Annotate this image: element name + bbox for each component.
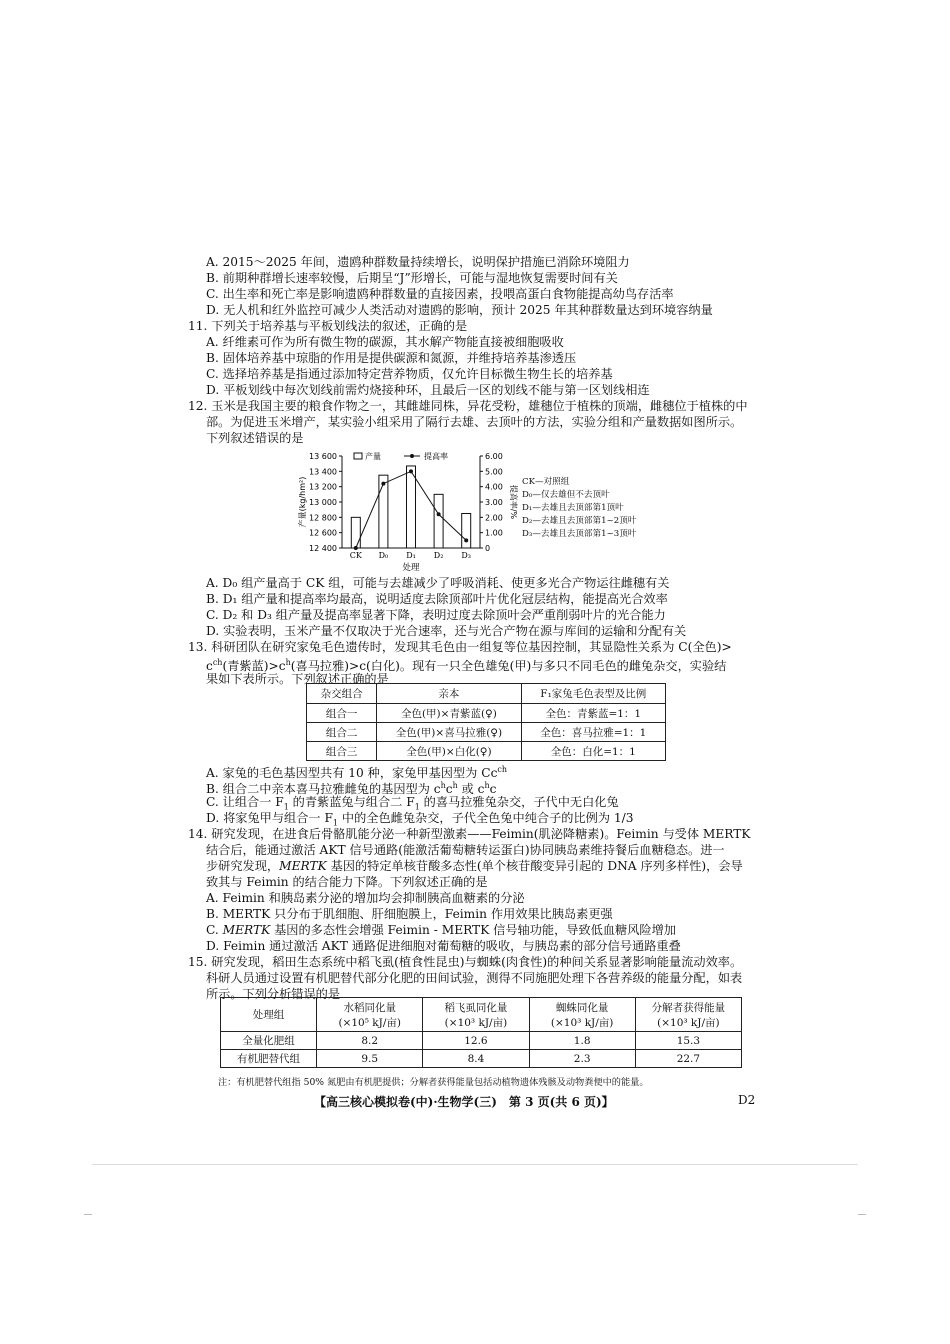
energy-table-header-unit: (×10³ kJ/亩) bbox=[444, 1016, 508, 1029]
q12-option-d: D. 实验表明，玉米产量不仅取决于光合速率，还与光合产物在源与库间的运输和分配有关 bbox=[206, 624, 687, 638]
rate-point bbox=[409, 469, 413, 473]
q14-stem-line4: 致其与 Feimin 的结合能力下降。下列叙述正确的是 bbox=[206, 875, 488, 889]
cross-table-cell: 全色(甲)×青紫蓝(♀) bbox=[377, 704, 521, 723]
left-axis-label: 产量(kg/hm²) bbox=[298, 476, 307, 528]
energy-table-cell: 8.2 bbox=[317, 1032, 423, 1050]
right-axis-tick-label: 0 bbox=[485, 544, 491, 553]
left-axis-tick-label: 12 400 bbox=[309, 544, 337, 553]
cross-table bbox=[306, 683, 666, 761]
q13-stem-line2-a: c bbox=[206, 659, 213, 674]
right-axis-label: 提高率/% bbox=[509, 484, 518, 520]
yield-bar bbox=[462, 514, 471, 549]
q11-option-a: A. 纤维素可作为所有微生物的碳源，其水解产物能直接被细胞吸收 bbox=[206, 335, 564, 349]
legend-bar-swatch bbox=[354, 453, 362, 459]
q13-stem-line2-c: (喜马拉雅)>c(白化)。现有一只全色雄兔(甲)与多只不同毛色的雌兔杂交，实验结 bbox=[290, 659, 727, 674]
energy-table-cell: 全量化肥组 bbox=[221, 1032, 317, 1050]
q11-stem: 11. 下列关于培养基与平板划线法的叙述，正确的是 bbox=[188, 319, 468, 333]
right-axis-tick-label: 1.00 bbox=[485, 528, 503, 538]
q13-stem-line2-b: (青紫蓝)>c bbox=[222, 659, 286, 674]
rate-point bbox=[354, 546, 358, 550]
cross-table-header-cell: F₁家兔毛色表型及比例 bbox=[521, 684, 665, 704]
energy-table-cell: 8.4 bbox=[423, 1050, 529, 1068]
q13-option-b-sup1: h bbox=[440, 781, 446, 790]
yield-bar bbox=[379, 475, 388, 548]
right-axis-tick-label: 6.00 bbox=[485, 452, 503, 461]
q12-stem-line3: 下列叙述错误的是 bbox=[206, 431, 304, 445]
cross-table-cell: 组合一 bbox=[307, 704, 377, 723]
q15-stem-line2: 科研人员通过设置有机肥替代部分化肥的田间试验，测得不同施肥处理下各营养级的能量分配，如表 bbox=[206, 971, 743, 985]
energy-table-header-title: 水稻同化量 bbox=[343, 1001, 396, 1014]
legend-line-label: 提高率 bbox=[424, 452, 448, 461]
energy-table-header-cell bbox=[529, 998, 635, 1032]
q14-option-d: D. Feimin 通过激活 AKT 通路促进细胞对葡萄糖的吸收，与胰岛素的部分信号通路重叠 bbox=[206, 939, 681, 953]
table-note: 注：有机肥替代组指 50% 氮肥由有机肥提供；分解者获得能量包括动植物遗体残骸及动物粪便中的能量。 bbox=[218, 1077, 649, 1088]
q12-option-a: A. D₀ 组产量高于 CK 组，可能与去雄减少了呼吸消耗、使更多光合产物运往雌穗有关 bbox=[206, 576, 670, 590]
q13-option-c-sub2: 1 bbox=[414, 802, 420, 812]
q13-option-c-b: 的青紫蓝兔与组合二 F bbox=[288, 795, 415, 809]
q15-stem-line3: 所示。下列分析错误的是 bbox=[206, 987, 341, 1001]
left-axis-tick-label: 12 800 bbox=[309, 513, 337, 523]
q13-sup-h: h bbox=[285, 658, 291, 667]
q14-option-a: A. Feimin 和胰岛素分泌的增加均会抑制胰高血糖素的分泌 bbox=[206, 891, 525, 905]
right-axis-tick-label: 2.00 bbox=[485, 513, 503, 523]
q14-stem-line3 bbox=[206, 858, 743, 874]
legend-bar-label: 产量 bbox=[365, 452, 381, 461]
energy-table-header-unit: (×10³ kJ/亩) bbox=[550, 1016, 614, 1029]
q13-option-b-end: c bbox=[489, 782, 497, 797]
left-axis-tick-label: 12 600 bbox=[309, 528, 337, 538]
cross-table-cell: 全色：青紫蓝=1：1 bbox=[521, 704, 665, 723]
x-tick-label: D₀ bbox=[378, 551, 389, 560]
energy-table-cell: 2.3 bbox=[529, 1050, 635, 1068]
q13-option-b-sup3: h bbox=[484, 781, 490, 790]
legend-line-marker bbox=[410, 454, 414, 458]
treatment-legend-item: CK—对照组 bbox=[522, 477, 570, 487]
q13-sup-ch: ch bbox=[212, 658, 223, 667]
energy-table-header-cell bbox=[423, 998, 529, 1032]
energy-table-cell: 22.7 bbox=[635, 1050, 741, 1068]
q14-option-c bbox=[206, 922, 676, 938]
rate-point bbox=[381, 482, 385, 486]
right-axis-tick-label: 5.00 bbox=[485, 467, 503, 477]
yield-bar bbox=[407, 466, 416, 548]
cross-table-cell: 全色(甲)×喜马拉雅(♀) bbox=[377, 723, 521, 742]
paper-code: D2 bbox=[738, 1093, 756, 1107]
energy-table-header-title: 处理组 bbox=[252, 1009, 285, 1021]
q13-stem-line1: 13. 科研团队在研究家兔毛色遗传时，发现其毛色由一组复等位基因控制，其显隐性关系为 C(全色)> bbox=[188, 640, 732, 654]
q13-option-d-a: D. 将家兔甲与组合一 F bbox=[206, 811, 333, 825]
x-tick-label: CK bbox=[349, 551, 362, 560]
q13-option-b-or: 或 c bbox=[457, 782, 485, 797]
chart-treatment-legend bbox=[522, 476, 636, 541]
cross-table-cell: 全色：白化=1：1 bbox=[521, 742, 665, 761]
q13-option-d-b: 中的全色雌兔杂交，子代全色兔中纯合子的比例为 1/3 bbox=[338, 811, 634, 825]
q11-option-b: B. 固体培养基中琼脂的作用是提供碳源和氮源，并维持培养基渗透压 bbox=[206, 351, 577, 365]
q13-option-b-sup2: h bbox=[452, 781, 458, 790]
q14-option-b: B. MERTK 只分布于肌细胞、肝细胞膜上，Feimin 作用效果比胰岛素更强 bbox=[206, 907, 613, 921]
left-axis-tick-label: 13 000 bbox=[309, 498, 337, 507]
cross-table-cell: 全色：喜马拉雅=1：1 bbox=[521, 723, 665, 742]
q14-option-c-text: 基因的多态性会增强 Feimin - MERTK 信号轴功能，导致低血糖风险增加 bbox=[270, 923, 676, 937]
page-footer: 【高三核心模拟卷(中)·生物学(三) 第 3 页(共 6 页)】 bbox=[314, 1095, 614, 1109]
left-axis-tick-label: 13 200 bbox=[309, 482, 337, 492]
x-axis-label: 处理 bbox=[402, 563, 420, 573]
energy-table-row bbox=[221, 1032, 742, 1050]
cross-table-header-cell: 亲本 bbox=[377, 684, 521, 704]
x-tick-label: D₁ bbox=[406, 551, 416, 560]
treatment-legend-item: D₂—去雄且去顶部第1~2顶叶 bbox=[522, 516, 637, 526]
energy-table-header-unit: (×10³ kJ/亩) bbox=[657, 1016, 720, 1029]
treatment-legend-item: D₁—去雄且去顶部第1顶叶 bbox=[522, 503, 624, 513]
left-axis-tick-label: 13 400 bbox=[309, 467, 337, 477]
left-axis-tick-label: 13 600 bbox=[309, 452, 337, 461]
q11-option-c: C. 选择培养基是指通过添加特定营养物质，仅允许目标微生物生长的培养基 bbox=[206, 367, 613, 381]
crop-mark-right bbox=[858, 1214, 866, 1215]
cross-table-cell: 组合二 bbox=[307, 723, 377, 742]
q13-option-c-a: C. 让组合一 F bbox=[206, 795, 284, 809]
treatment-legend-item: D₃—去雄且去顶部第1~3顶叶 bbox=[522, 529, 637, 539]
q12-option-c: C. D₂ 和 D₃ 组产量及提高率显著下降，表明过度去除顶叶会严重削弱叶片的光合能力 bbox=[206, 608, 666, 622]
q10-option-d: D. 无人机和红外监控可减少人类活动对遗鸥的影响，预计 2025 年其种群数量达到环境容纳量 bbox=[206, 303, 713, 317]
q14-gene-name: MERTK bbox=[279, 859, 327, 873]
q12-stem-line2: 部。为促进玉米增产，某实验小组采用了隔行去雄、去顶叶的方法，实验分组和产量数据如图所示。 bbox=[206, 415, 743, 429]
rate-point bbox=[464, 538, 468, 542]
energy-table-header-title: 分解者获得能量 bbox=[651, 1001, 726, 1014]
right-axis-tick-label: 3.00 bbox=[485, 498, 503, 507]
energy-table-header-cell bbox=[221, 998, 317, 1032]
energy-table-header bbox=[221, 998, 742, 1032]
q13-option-d-sub: 1 bbox=[332, 818, 339, 828]
q10-option-c: C. 出生率和死亡率是影响遗鸥种群数量的直接因素，投喂高蛋白食物能提高幼鸟存活率 bbox=[206, 287, 674, 301]
yield-bar bbox=[351, 517, 360, 548]
q10-option-a: A. 2015～2025 年间，遗鸥种群数量持续增长，说明保护措施已消除环境阻力 bbox=[206, 255, 630, 269]
q14-stem-line2: 结合后，能通过激活 AKT 信号通路(能激活葡萄糖转运蛋白)协同胰岛素维持餐后血糖稳态。进一 bbox=[206, 843, 725, 857]
q15-stem-line1: 15. 研究发现，稻田生态系统中稻飞虱(植食性昆虫)与蜘蛛(肉食性)的种间关系显著影响能量流动效率。 bbox=[188, 955, 743, 969]
cross-table-row bbox=[307, 723, 666, 742]
cross-table-header-cell: 杂交组合 bbox=[307, 684, 377, 704]
q13-stem-line3: 果如下表所示。下列叙述正确的是 bbox=[206, 672, 389, 686]
q13-option-b-text: B. 组合二中亲本喜马拉雅雌兔的基因型为 c bbox=[206, 782, 441, 797]
cross-table-row bbox=[307, 704, 666, 723]
q13-option-b-c: c bbox=[445, 782, 453, 797]
energy-table-header-title: 稻飞虱同化量 bbox=[444, 1001, 508, 1014]
treatment-legend-item: D₀—仅去雄但不去顶叶 bbox=[522, 490, 610, 500]
yield-bar bbox=[434, 494, 443, 548]
q14-option-c-gene: MERTK bbox=[222, 923, 271, 937]
q10-option-b: B. 前期种群增长速率较慢，后期呈“J”形增长，可能与湿地恢复需要时间有关 bbox=[206, 271, 618, 285]
energy-table-header-unit: (×10⁵ kJ/亩) bbox=[338, 1016, 401, 1029]
page-divider bbox=[92, 1164, 858, 1165]
q14-stem-line3-b: 基因的特定单核苷酸多态性(单个核苷酸变异引起的 DNA 序列多样性)，会导 bbox=[326, 859, 743, 873]
q13-option-a-text: A. 家兔的毛色基因型共有 10 种，家兔甲基因型为 Cc bbox=[206, 766, 498, 781]
energy-table-cell: 15.3 bbox=[635, 1032, 741, 1050]
energy-table-row bbox=[221, 1050, 742, 1068]
energy-table-header-cell bbox=[635, 998, 741, 1032]
q11-option-d: D. 平板划线中每次划线前需灼烧接种环，且最后一区的划线不能与第一区划线相连 bbox=[206, 383, 650, 397]
cross-table-cell: 组合三 bbox=[307, 742, 377, 761]
q13-option-a-sup: ch bbox=[497, 765, 508, 774]
rate-point bbox=[437, 512, 441, 516]
cross-table-row bbox=[307, 742, 666, 761]
q13-option-c-c: 的喜马拉雅兔杂交，子代中无白化兔 bbox=[419, 795, 619, 809]
right-axis-tick-label: 4.00 bbox=[485, 482, 503, 492]
cross-table-header bbox=[307, 684, 666, 704]
x-tick-label: D₃ bbox=[461, 551, 472, 560]
energy-table-header-cell bbox=[317, 998, 423, 1032]
energy-table-cell: 12.6 bbox=[423, 1032, 529, 1050]
energy-table-cell: 9.5 bbox=[317, 1050, 423, 1068]
crop-mark-left bbox=[84, 1214, 92, 1215]
q12-stem-line1: 12. 玉米是我国主要的粮食作物之一，其雌雄同株，异花受粉，雄穗位于植株的顶端，雌穗位于植株的中 bbox=[188, 399, 748, 413]
q12-option-b: B. D₁ 组产量和提高率均最高，说明适度去除顶部叶片优化冠层结构，能提高光合效率 bbox=[206, 592, 668, 606]
energy-table-cell: 有机肥替代组 bbox=[221, 1050, 317, 1068]
energy-table bbox=[220, 997, 742, 1068]
q14-option-c-label: C. bbox=[206, 923, 223, 937]
cross-table-cell: 全色(甲)×白化(♀) bbox=[377, 742, 521, 761]
energy-table-header-title: 蜘蛛同化量 bbox=[555, 1001, 609, 1014]
x-tick-label: D₂ bbox=[433, 551, 444, 560]
q14-stem-line3-a: 步研究发现， bbox=[206, 859, 280, 873]
energy-table-cell: 1.8 bbox=[529, 1032, 635, 1050]
q14-stem-line1: 14. 研究发现，在进食后骨骼肌能分泌一种新型激素——Feimin(肌泌降糖素)。Feimin 与受体 MERTK bbox=[188, 827, 751, 841]
q13-option-c-sub1: 1 bbox=[283, 802, 289, 812]
